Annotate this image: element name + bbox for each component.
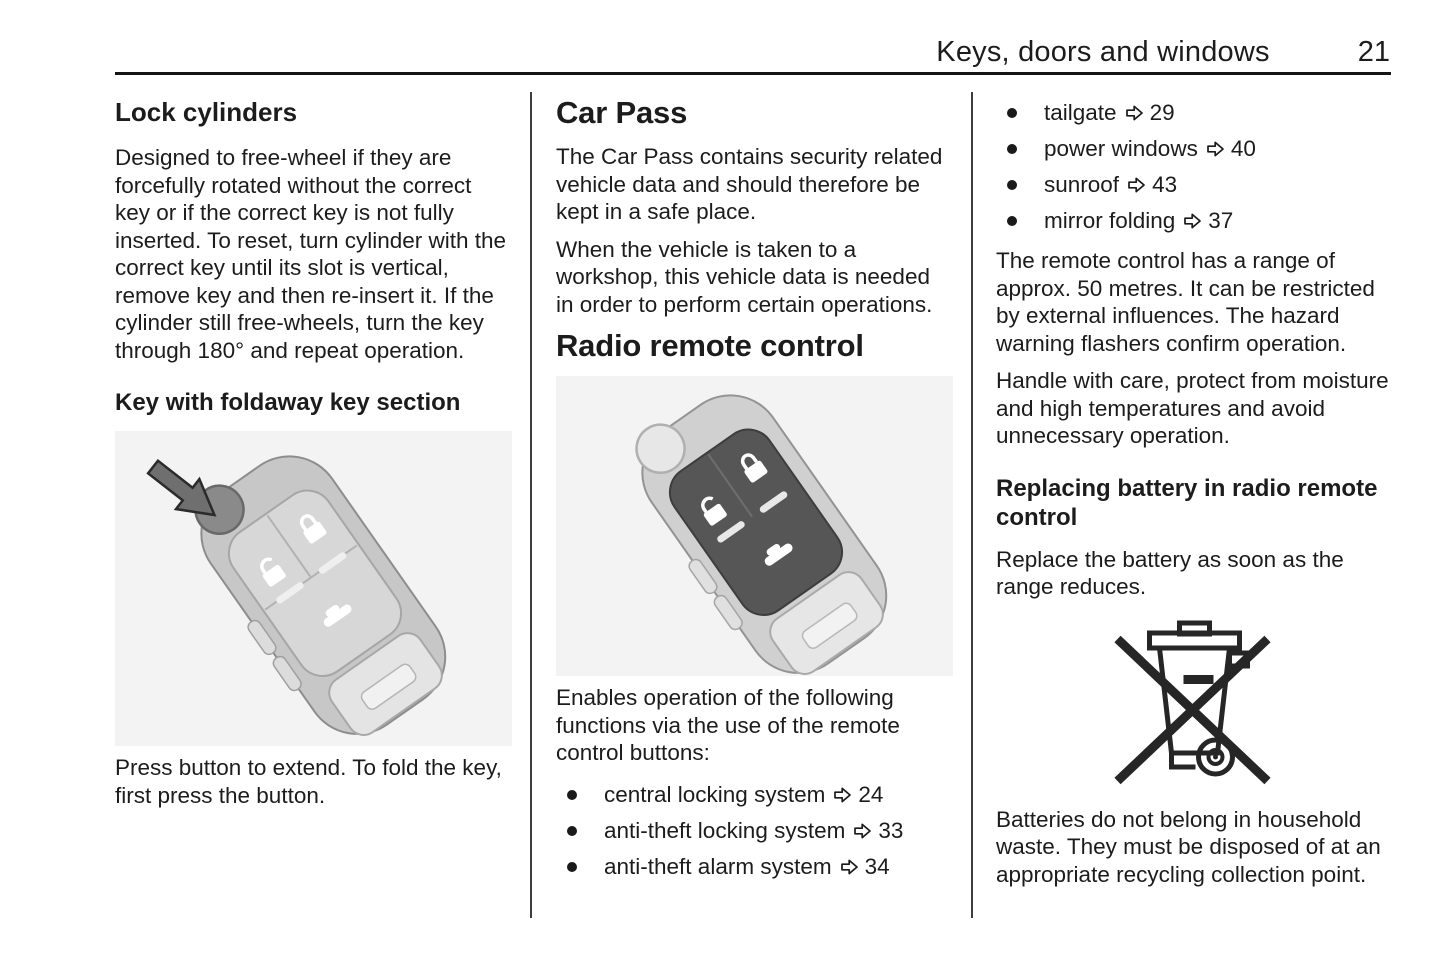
list-item — [996, 95, 1393, 131]
xref-arrow-icon — [1127, 176, 1146, 194]
paragraph: Enables operation of the following functions via the use of the remote control buttons: — [556, 685, 900, 765]
bullet-label: anti-theft alarm system — [604, 853, 832, 879]
xref-page-number: 29 — [1149, 100, 1175, 125]
paragraph: The remote control has a range of approx. 50 metres. It can be restricted by external influences. The hazard warning flashers confirm operation. — [996, 248, 1375, 356]
column-divider — [971, 92, 973, 918]
column-2 — [556, 95, 953, 885]
bullet-dot-icon — [1007, 216, 1017, 226]
foldaway-key-image — [115, 431, 512, 746]
list-item — [556, 777, 953, 813]
column-3 — [996, 95, 1393, 898]
xref-page-number: 24 — [858, 781, 884, 807]
remote-functions-list-continued — [996, 95, 1393, 239]
paragraph: Replace the battery as soon as the range reduces. — [996, 546, 1344, 599]
bullet-label: sunroof — [1044, 172, 1120, 197]
weee-symbol-figure — [1102, 617, 1287, 792]
list-item — [996, 203, 1393, 239]
bullet-label: central locking system — [604, 781, 826, 807]
paragraph: Handle with care, protect from moisture and high temperatures and avoid unnecessary operation. — [996, 368, 1389, 448]
list-item — [996, 131, 1393, 167]
bullet-dot-icon — [1007, 108, 1017, 118]
cross-reference — [1127, 172, 1177, 198]
bullet-dot-icon — [1007, 144, 1017, 154]
section-heading-car-pass: Car Pass — [556, 95, 688, 130]
subheading-foldaway-key: Key with foldaway key section — [115, 389, 461, 416]
bullet-dot-icon — [1007, 180, 1017, 190]
xref-page-number: 33 — [878, 817, 904, 843]
cross-reference — [853, 818, 903, 844]
paragraph: Batteries do not belong in household waste. They must be disposed of at an appropriate recycling collection point. — [996, 806, 1381, 887]
bullet-label: anti-theft locking system — [604, 817, 846, 843]
remote-functions-list — [556, 777, 953, 885]
cross-reference — [833, 782, 883, 808]
header-rule — [115, 72, 1391, 75]
list-item — [996, 167, 1393, 203]
cross-reference — [1183, 208, 1233, 234]
bullet-dot-icon — [567, 862, 577, 872]
list-item — [556, 849, 953, 885]
section-heading-lock-cylinders: Lock cylinders — [115, 97, 298, 127]
radio-remote-image — [556, 376, 953, 676]
paragraph: When the vehicle is taken to a workshop, this vehicle data is needed in order to perform certain operations. — [556, 236, 933, 317]
cross-reference — [1206, 136, 1256, 162]
section-heading-radio-remote: Radio remote control — [556, 328, 864, 363]
list-item — [556, 813, 953, 849]
xref-arrow-icon — [833, 786, 852, 804]
bullet-dot-icon — [567, 826, 577, 836]
xref-page-number: 34 — [864, 853, 890, 879]
xref-arrow-icon — [853, 822, 872, 840]
bullet-label: mirror folding — [1044, 208, 1176, 233]
cross-reference — [840, 854, 890, 880]
cross-reference — [1125, 100, 1175, 126]
page-header — [936, 36, 1390, 69]
paragraph: Designed to free-wheel if they are forcefully rotated without the correct key or if the correct key is not fully inserted. To reset, turn cylinder with the correct key until its slot is vertical, remove key and then re-insert it. If the cylinder still free-wheels, turn the key through 180° and repeat operation. — [115, 145, 507, 363]
xref-page-number: 37 — [1208, 208, 1234, 233]
xref-arrow-icon — [840, 858, 859, 876]
xref-arrow-icon — [1206, 140, 1225, 158]
xref-arrow-icon — [1183, 212, 1202, 230]
xref-page-number: 43 — [1152, 172, 1178, 197]
column-divider — [530, 92, 532, 918]
bullet-dot-icon — [567, 790, 577, 800]
crossed-out-bin-icon — [1102, 617, 1287, 787]
column-1 — [115, 95, 512, 819]
chapter-title: Keys, doors and windows — [936, 36, 1270, 68]
figure-radio-remote — [556, 376, 953, 676]
subheading-replacing-battery: Replacing battery in radio remote control — [996, 474, 1378, 531]
figure-caption: Press button to extend. To fold the key, first press the button. — [115, 755, 502, 808]
bullet-label: power windows — [1044, 136, 1198, 161]
figure-foldaway-key — [115, 431, 512, 746]
paragraph: The Car Pass contains security related vehicle data and should therefore be kept in a safe place. — [556, 144, 943, 224]
xref-arrow-icon — [1125, 104, 1144, 122]
page-number: 21 — [1357, 36, 1390, 68]
bullet-label: tailgate — [1044, 100, 1117, 125]
xref-page-number: 40 — [1230, 136, 1256, 161]
